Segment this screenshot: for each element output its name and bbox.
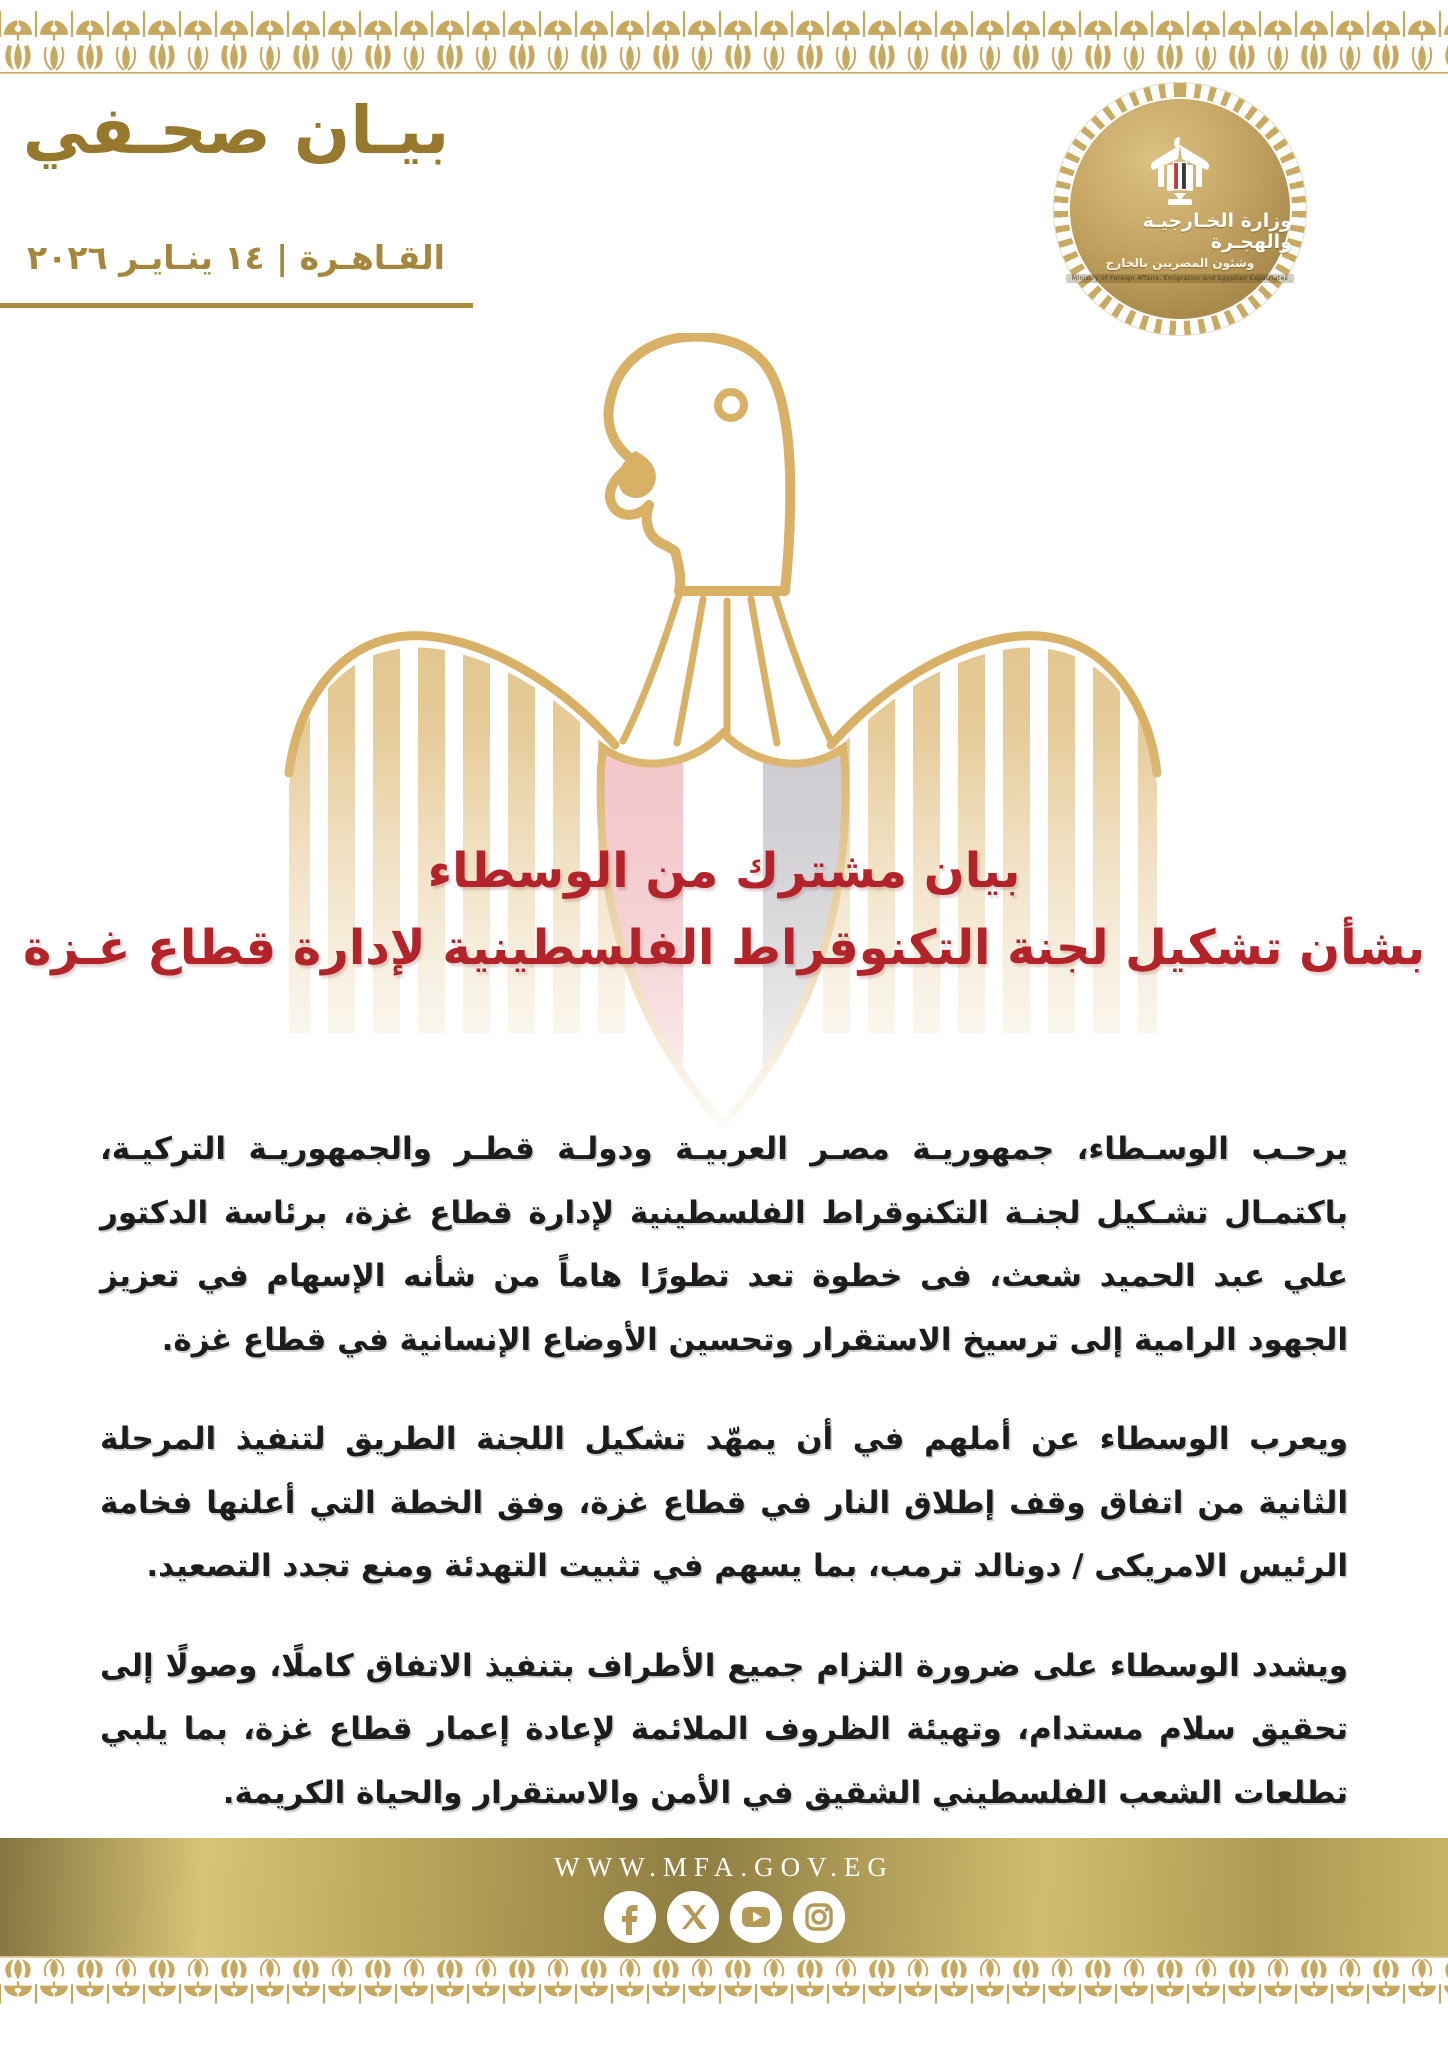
press-release-title: بيـان صحـفي — [22, 92, 450, 169]
seal-ministry-name-ar: وزارة الخـارجيـة والهجـرة — [1142, 209, 1292, 253]
seal-eagle-icon — [1148, 135, 1212, 207]
youtube-icon[interactable] — [730, 1891, 782, 1943]
seal-ministry-name-en: Ministry of Foreign Affairs, Emigration and Egyptian Expatriates — [1066, 274, 1294, 283]
statement-heading-line1: بيان مشترك من الوسطاء — [427, 843, 1021, 899]
footer-website-url[interactable]: WWW.MFA.GOV.EG — [554, 1851, 894, 1882]
statement-paragraph-2: ويعرب الوسطاء عن أملهم في أن يمهّد تشكيل اللجنة الطريق لتنفيذ المرحلة الثانية من اتفاق وقف إطلاق النار في قطاع غزة، وفق الخطة التي أعلنها فخامة الرئيس الامريكى / دونالد ترمب، بما يسهم في تثبيت التهدئة ومنع تجدد التصعيد. — [100, 1421, 1348, 1585]
statement-paragraph-3: ويشدد الوسطاء على ضرورة التزام جميع الأطراف بتنفيذ الاتفاق كاملًا، وصولًا إلى تحقيق سلام مستدام، وتهيئة الظروف الملائمة لإعادة إعمار قطاع غزة، بما يلبي تطلعات الشعب الفلسطيني الشقيق في الأمن والاستقرار والحياة الكريمة. — [100, 1647, 1348, 1811]
statement-heading-line2: بشأن تشكيل لجنة التكنوقراط الفلسطينية لإدارة قطاع غـزة — [23, 920, 1425, 976]
top-lotus-border — [0, 8, 1448, 74]
dateline: القـاهـرة | ١٤ ينـايـر ٢٠٢٦ — [27, 238, 445, 277]
social-icons-row — [604, 1891, 845, 1943]
seal-ministry-subtitle-ar: وشئون المصريين بالخارج — [1105, 256, 1255, 271]
seal-disc — [1068, 97, 1292, 321]
x-icon[interactable] — [667, 1891, 719, 1943]
title-underline — [0, 303, 473, 308]
eagle-neck-feathers — [623, 595, 831, 745]
statement-paragraph-1: يرحـب الوسـطاء، جمهوريـة مصـر العربيـة ودولـة قطـر والجمهوريـة التركيـة، باكتمـال تشـكيل لجنـة التكنوقراط الفلسطينية لإدارة قطاع غزة، برئاسة الدكتور علي عبد الحميد شعث، فى خطوة تعد تطورًا هاماً من شأنه الإسهام في تعزيز الجهود الرامية إلى ترسيخ الاستقرار وتحسين الأوضاع الإنسانية في قطاع غزة. — [100, 1131, 1348, 1358]
bottom-lotus-border — [0, 1956, 1448, 2006]
instagram-icon[interactable] — [793, 1891, 845, 1943]
ministry-seal-logo — [1053, 82, 1307, 336]
statement-body — [100, 1118, 1348, 1861]
facebook-icon[interactable] — [604, 1891, 656, 1943]
egypt-eagle-emblem — [283, 333, 1163, 1145]
eagle-head — [609, 337, 791, 591]
